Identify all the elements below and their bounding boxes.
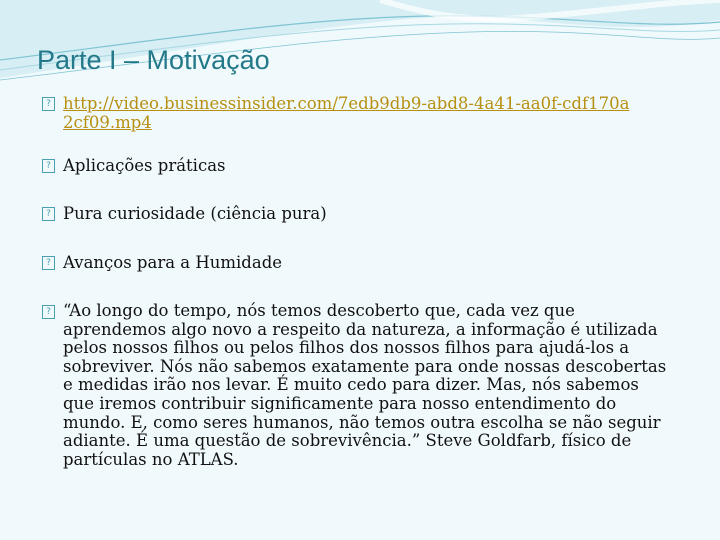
list-item-text: Pura curiosidade (ciência pura) — [63, 204, 327, 223]
list-item — [42, 204, 682, 223]
bullet-marker-icon: ? — [42, 207, 55, 221]
bullet-marker-icon: ? — [42, 256, 55, 270]
bullet-marker-icon: ? — [42, 159, 55, 173]
slide-title: Parte I – Motivação — [37, 45, 270, 75]
bullet-marker-icon: ? — [42, 97, 55, 111]
list-item-text: Avanços para a Humidade — [63, 253, 283, 272]
quote-text: “Ao longo do tempo, nós temos descoberto que, cada vez que aprendemos algo novo a respeito da natureza, a informação é utilizada pelos nossos filhos ou pelos filhos dos nossos filhos para ajudá-los a sobreviver. Nós não sabemos exatamente para onde nossas descobertas e medidas irão nos levar. É muito cedo para dizer. Mas, nós sabemos que iremos contribuir significamente para nosso entendimento do mundo. E, como seres humanos, não temos outra escolha se não seguir adiante. É uma questão de sobrevivência.” Steve Goldfarb, físico de partículas no ATLAS. — [63, 301, 667, 469]
list-item — [42, 156, 682, 175]
quote-item — [42, 302, 682, 469]
list-item-text: Aplicações práticas — [63, 156, 226, 175]
list-item — [42, 253, 682, 272]
bullet-marker-icon: ? — [42, 305, 55, 319]
video-link[interactable]: http://video.businessinsider.com/7edb9db9-abd8-4a41-aa0f-cdf170a2cf09.mp4 — [63, 94, 630, 132]
bullet-link — [42, 94, 682, 132]
